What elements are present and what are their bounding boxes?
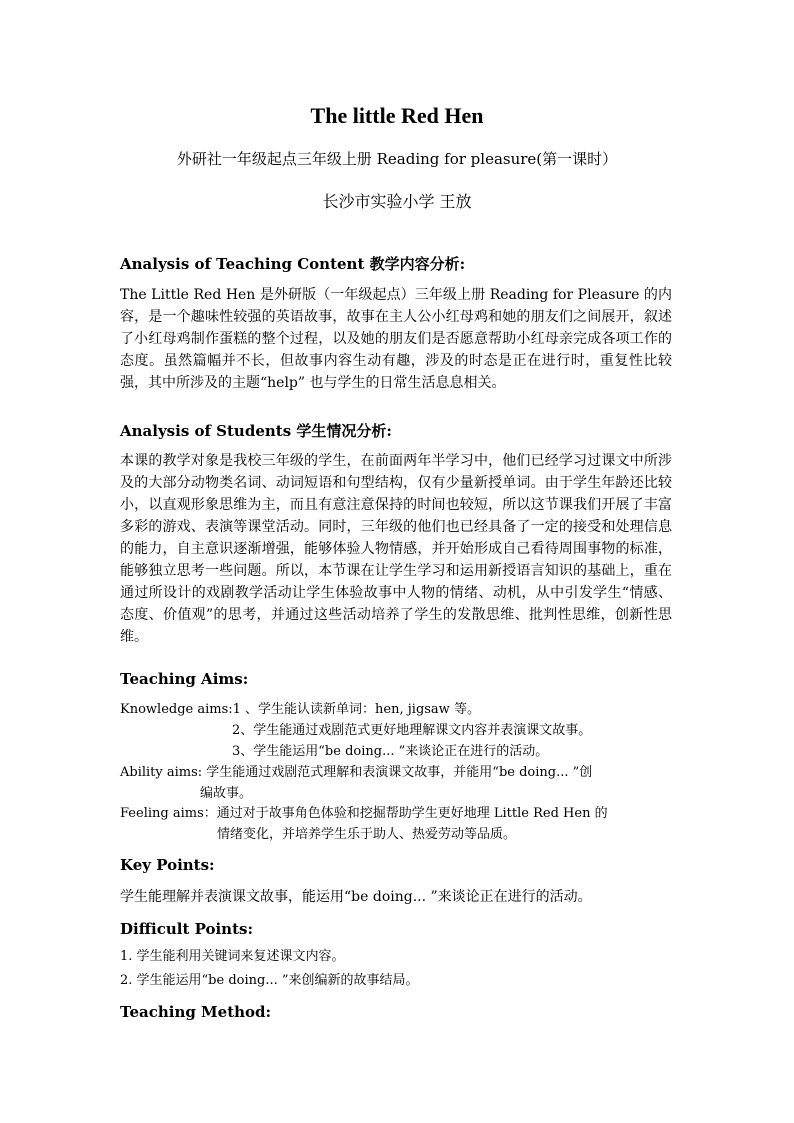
feeling-aim-line-2: 情绪变化，并培养学生乐于助人、热爱劳动等品质。 bbox=[217, 827, 517, 842]
heading-student-analysis: Analysis of Students 学生情况分析: bbox=[120, 422, 392, 440]
feeling-aim-line-1: Feeling aims：通过对于故事角色体验和挖掘帮助学生更好地理 Little Red Hen 的 bbox=[120, 806, 608, 821]
heading-difficult-points: Difficult Points: bbox=[120, 920, 254, 938]
heading-teaching-method: Teaching Method: bbox=[120, 1003, 272, 1021]
heading-content-analysis: Analysis of Teaching Content 教学内容分析: bbox=[120, 255, 466, 273]
heading-teaching-aims: Teaching Aims: bbox=[120, 670, 249, 688]
key-points-text: 学生能理解并表演课文故事，能运用“be doing... ”来谈论正在进行的活动。 bbox=[120, 889, 592, 905]
difficult-point-2: 2. 学生能运用“be doing... ”来创编新的故事结局。 bbox=[120, 973, 419, 988]
ability-aim-line-1: Ability aims: 学生能通过戏剧范式理解和表演课文故事，并能用“be doing... ”创 bbox=[120, 765, 593, 780]
document-title: The little Red Hen bbox=[310, 103, 484, 128]
document-author: 长沙市实验小学 王放 bbox=[322, 192, 472, 211]
ability-aim-line-2: 编故事。 bbox=[200, 786, 253, 801]
knowledge-aim-2: 2、学生能通过戏剧范式更好地理解课文内容并表演课文故事。 bbox=[232, 723, 592, 738]
knowledge-aim-1: Knowledge aims:1 、学生能认读新单词：hen, jigsaw 等。 bbox=[120, 702, 480, 717]
paragraph-content-analysis: The Little Red Hen 是外研版（一年级起点）三年级上册 Reading for Pleasure 的内容，是一个趣味性较强的英语故事，故事在主人公小红母鸡和她的朋友们之间展开，叙述了小红母鸡制作蛋糕的整个过程，以及她的朋友们是否愿意帮助小红母亲完成各项工作的态度。虽然篇幅并不长，但故事内容生动有趣，涉及的时态是正在进行时，重复性比较强，其中所涉及的主题“help” 也与学生的日常生活息息相关。 bbox=[120, 287, 672, 391]
heading-key-points: Key Points: bbox=[120, 856, 215, 874]
paragraph-student-analysis: 本课的教学对象是我校三年级的学生，在前面两年半学习中，他们已经学习过课文中所涉及的大部分动物类名词、动词短语和句型结构，仅有少量新授单词。由于学生年龄还比较小，以直观形象思维为主，而且有意注意保持的时间也较短，所以这节课我们开展了丰富多彩的游戏、表演等课堂活动。同时，三年级的他们也已经具备了一定的接受和处理信息的能力，自主意识逐渐增强，能够体验人物情感，并开始形成自己看待周围事物的标准，能够独立思考一些问题。所以，本节课在让学生学习和运用新授语言知识的基础上，重在通过所设计的戏剧教学活动让学生体验故事中人物的情绪、动机，从中引发学生“情感、态度、价值观”的思考，并通过这些活动培养了学生的发散思维、批判性思维，创新性思维。 bbox=[120, 453, 672, 645]
difficult-point-1: 1. 学生能利用关键词来复述课文内容。 bbox=[120, 949, 345, 964]
document-subtitle: 外研社一年级起点三年级上册 Reading for pleasure(第一课时） bbox=[176, 150, 618, 168]
knowledge-aim-3: 3、学生能运用“be doing... ”来谈论正在进行的活动。 bbox=[232, 744, 549, 759]
